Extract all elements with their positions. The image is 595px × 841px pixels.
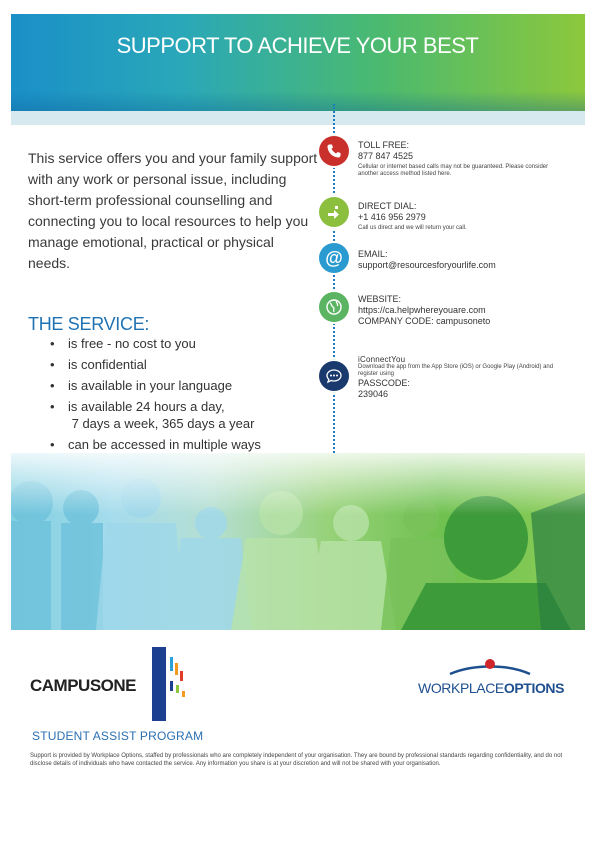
passcode-value: 239046 (358, 389, 389, 399)
direct-dial-block (358, 201, 568, 232)
list-item: • is confidential (50, 357, 147, 372)
direct-dial-note: Call us direct and we will return your call. (358, 225, 467, 231)
website-label: WEBSITE: (358, 294, 402, 304)
hero-image (11, 453, 585, 630)
at-icon: @ (319, 243, 349, 273)
phone-icon (319, 136, 349, 166)
website-url[interactable]: https://ca.helpwhereyouare.com (358, 305, 486, 315)
workplace-options-logo (418, 680, 564, 696)
company-code: COMPANY CODE: campusoneto (358, 316, 491, 326)
direct-dial-label: DIRECT DIAL: (358, 201, 417, 211)
list-item: • is free - no cost to you (50, 336, 196, 351)
app-note: Download the app from the App Store (iOS) or Google Play (Android) and register using (358, 364, 554, 377)
service-heading: THE SERVICE: (28, 314, 150, 334)
toll-free-note: Cellular or internet based calls may not be guaranteed. Please consider another access method listed here. (358, 164, 549, 177)
header-banner (11, 14, 585, 111)
intro-text: This service offers you and your family support with any work or personal issue, including short-term professional counselling and connecting you to local resources to help you manage emotional, practical or physical needs. (28, 150, 318, 271)
toll-free-block (358, 140, 568, 178)
workplace-options-mark-icon (448, 656, 532, 678)
page-title: SUPPORT TO ACHIEVE YOUR BEST (116, 33, 479, 58)
list-item: • is available in your language (50, 378, 233, 393)
banner-strip (11, 111, 585, 125)
list-item: • can be accessed in multiple ways (50, 437, 261, 452)
disclaimer-text: Support is provided by Workplace Options, staffed by professionals who are completely independent of your organisation. They are bound by professional standards regarding confidentiality, and do not disclose details of individuals who have contacted the service. Any information you share is at your discretion and will not be shared with your organisation. (30, 753, 563, 767)
website-block (358, 294, 568, 327)
globe-icon (319, 292, 349, 322)
email-label: EMAIL: (358, 249, 388, 259)
wpo-bold-text: OPTIONS (503, 680, 565, 696)
toll-free-number[interactable]: 877 847 4525 (358, 151, 414, 161)
campusone-mark-icon (152, 647, 194, 721)
paper-people-illustration (11, 453, 585, 630)
campusone-logo: CAMPUSONE (30, 676, 137, 695)
direct-dial-icon (319, 197, 349, 227)
app-block (358, 355, 568, 400)
email-address[interactable]: support@resourcesforyourlife.com (358, 260, 496, 270)
toll-free-label: TOLL FREE: (358, 140, 410, 150)
direct-dial-number[interactable]: +1 416 956 2979 (358, 212, 426, 222)
passcode-label: PASSCODE: (358, 378, 410, 388)
chat-icon (319, 361, 349, 391)
program-name: STUDENT ASSIST PROGRAM (32, 729, 204, 743)
app-name: iConnectYou (358, 355, 406, 364)
email-block (358, 249, 568, 271)
service-list (50, 335, 261, 453)
list-item: • is available 24 hours a day, 7 days a week, 365 days a year (50, 399, 255, 431)
wpo-light-text: WORKPLACE (418, 680, 504, 696)
